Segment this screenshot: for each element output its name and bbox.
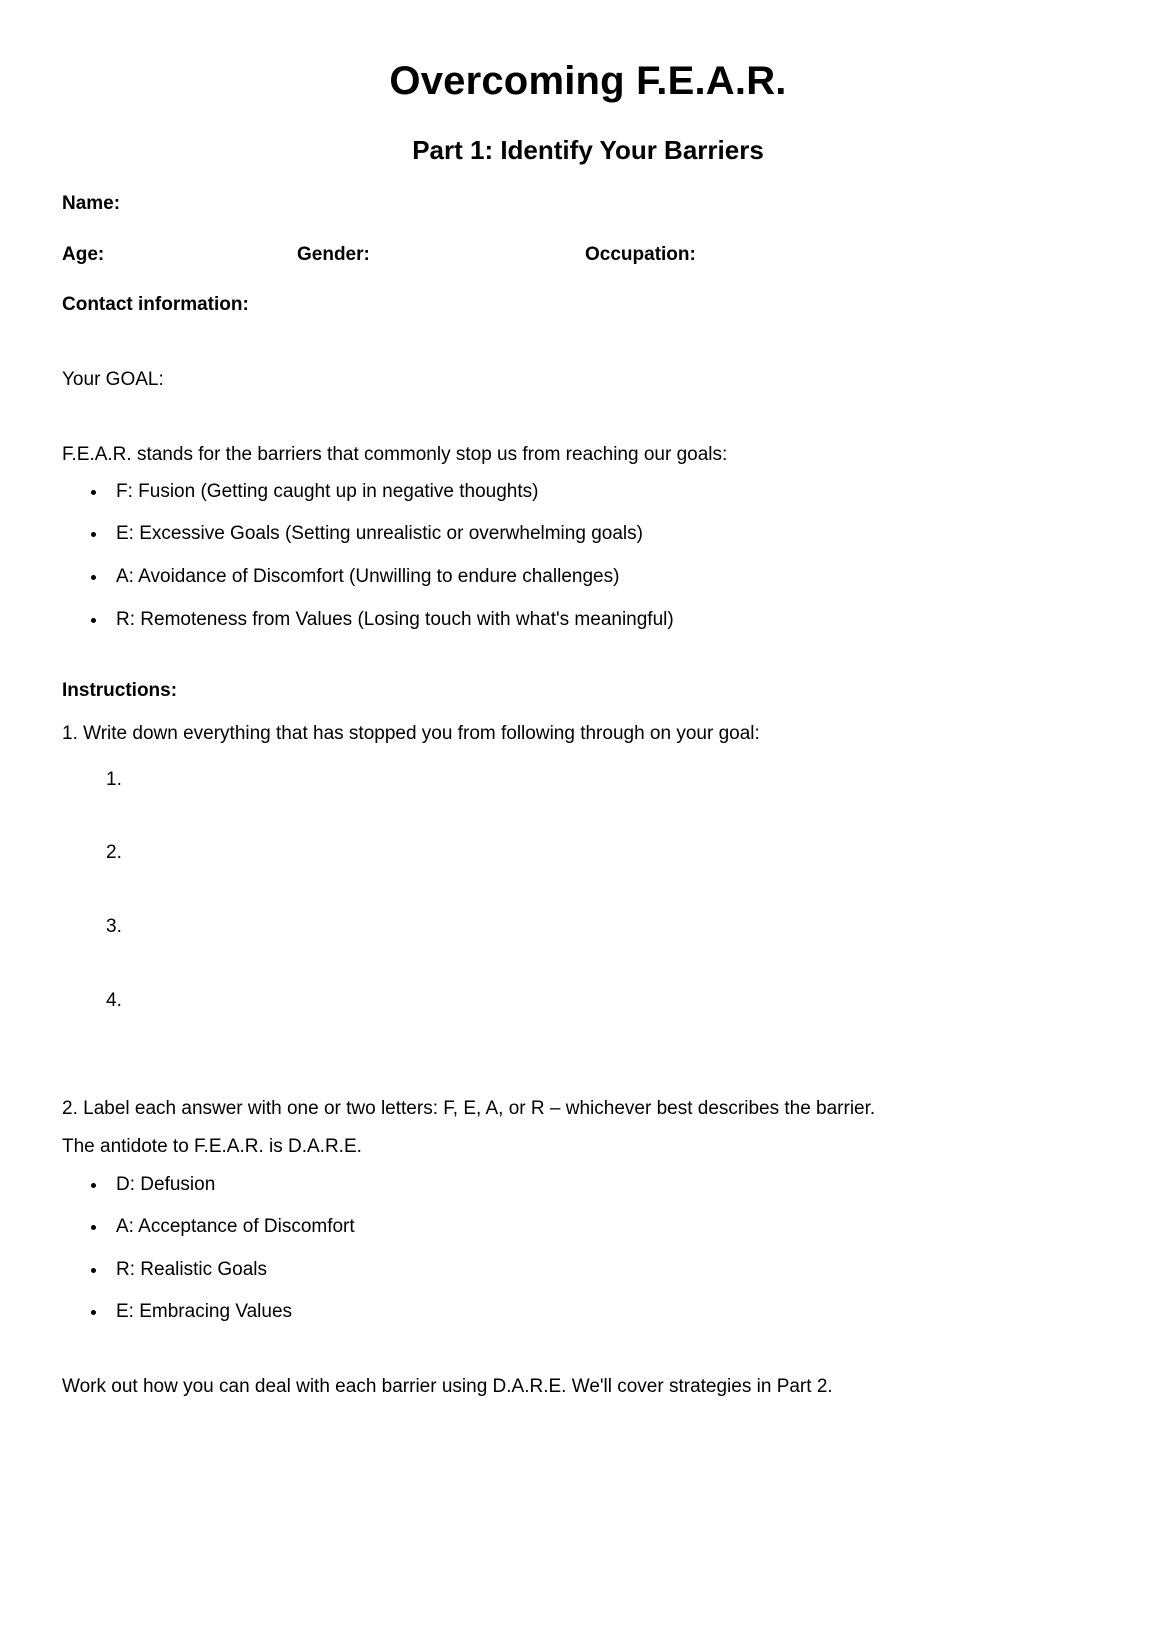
instruction-step-2-block (62, 1095, 1114, 1162)
dare-list (62, 1172, 1114, 1326)
answer-number: 2. (106, 842, 122, 864)
page-title: Overcoming F.E.A.R. (389, 59, 787, 103)
instructions-heading: Instructions: (62, 680, 178, 702)
list-item[interactable] (106, 915, 1114, 943)
goal-field-label: Your GOAL: (62, 368, 164, 390)
answer-number: 4. (106, 989, 122, 1011)
spacer (62, 393, 1114, 441)
demographics-field-row (62, 243, 1114, 267)
instruction-step-1: 1. Write down everything that has stopped you from following through on your goal: (62, 723, 760, 745)
fear-barriers-list (62, 479, 1114, 633)
spacer (62, 1325, 1114, 1373)
closing-text: Work out how you can deal with each barrier using D.A.R.E. We'll cover strategies in Part 2. (62, 1376, 833, 1398)
name-field-label: Name: (62, 193, 121, 215)
occupation-field-label: Occupation: (585, 243, 696, 265)
antidote-line: The antidote to F.E.A.R. is D.A.R.E. (62, 1136, 362, 1158)
list-item[interactable] (106, 841, 1114, 869)
list-item[interactable] (106, 989, 1114, 1017)
answer-number: 3. (106, 916, 122, 938)
instruction-step-2: 2. Label each answer with one or two letters: F, E, A, or R – whichever best describes the barrier. (62, 1097, 876, 1119)
list-item: • A: Acceptance of Discomfort (108, 1214, 1114, 1240)
list-item: • A: Avoidance of Discomfort (Unwilling to endure challenges) (108, 564, 1114, 590)
answer-number: 1. (106, 768, 122, 790)
list-item: • E: Excessive Goals (Setting unrealistic or overwhelming goals) (108, 521, 1114, 547)
list-item: • R: Remoteness from Values (Losing touch with what's meaningful) (108, 607, 1114, 633)
spacer (62, 702, 1114, 720)
spacer (62, 1063, 1114, 1095)
list-item: • D: Defusion (108, 1172, 1114, 1198)
list-item: • F: Fusion (Getting caught up in negative thoughts) (108, 479, 1114, 505)
list-item[interactable] (106, 768, 1114, 796)
spacer (62, 318, 1114, 366)
fear-intro-text: F.E.A.R. stands for the barriers that commonly stop us from reaching our goals: (62, 444, 728, 466)
contact-information-field-label: Contact information: (62, 293, 249, 315)
gender-field-label: Gender: (297, 243, 370, 265)
list-item: • R: Realistic Goals (108, 1257, 1114, 1283)
answer-lines-list (62, 768, 1114, 1017)
spacer (62, 632, 1114, 680)
age-field-label: Age: (62, 243, 105, 265)
page-subtitle: Part 1: Identify Your Barriers (412, 135, 764, 165)
list-item: • E: Embracing Values (108, 1299, 1114, 1325)
